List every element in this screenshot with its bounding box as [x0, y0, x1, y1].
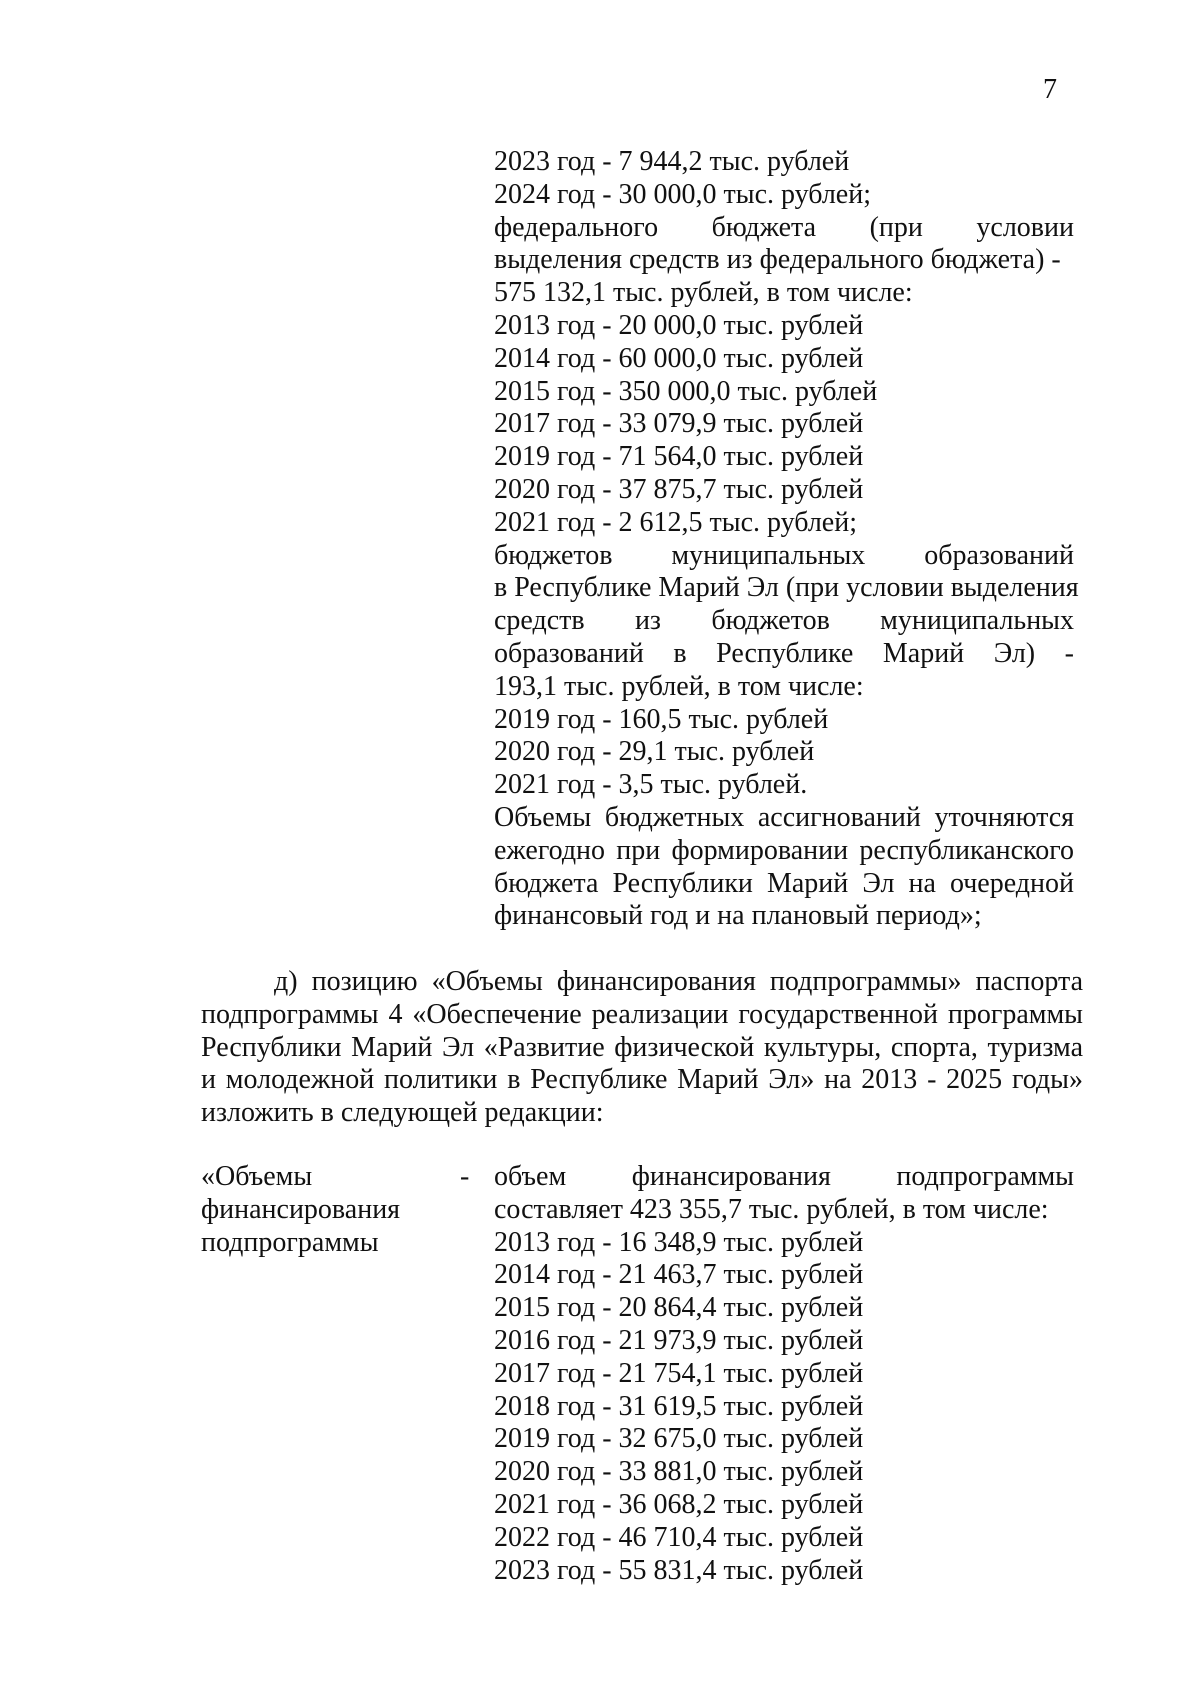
federal-budget-heading: федерального бюджета (при условии — [494, 211, 1074, 243]
year-line: 2016 год - 21 973,9 тыс. рублей — [494, 1324, 864, 1356]
year-line: 2023 год - 55 831,4 тыс. рублей — [494, 1554, 864, 1586]
federal-total: 575 132,1 тыс. рублей, в том числе: — [494, 277, 913, 309]
municipal-budget-heading: бюджетов муниципальных образований — [494, 539, 1074, 571]
position-label — [201, 1161, 400, 1259]
paragraph-line: изложить в следующей редакции: — [201, 1097, 604, 1129]
year-line: 2015 год - 350 000,0 тыс. рублей — [494, 375, 878, 407]
label-line: финансирования — [201, 1193, 401, 1225]
year-line: 2017 год - 21 754,1 тыс. рублей — [494, 1357, 864, 1389]
year-line: 2020 год - 37 875,7 тыс. рублей — [494, 473, 864, 505]
paragraph-line: и молодежной политики в Республике Марий Эл» на 2013 - 2025 годы» — [201, 1064, 1083, 1096]
funding-heading: объем финансирования подпрограммы — [494, 1161, 1074, 1192]
label-line: «Объемы — [201, 1161, 313, 1192]
paragraph-line: подпрограммы 4 «Обеспечение реализации государственной программы — [201, 998, 1083, 1030]
note-line: ежегодно при формировании республиканского — [494, 834, 1074, 866]
year-line: 2021 год - 36 068,2 тыс. рублей — [494, 1488, 864, 1520]
year-line: 2020 год - 33 881,0 тыс. рублей — [494, 1456, 864, 1488]
year-line: 2022 год - 46 710,4 тыс. рублей — [494, 1521, 864, 1553]
text-line: выделения средств из федерального бюджета) - — [494, 244, 1061, 276]
note-line: Объемы бюджетных ассигнований уточняются — [494, 801, 1074, 833]
year-line: 2013 год - 16 348,9 тыс. рублей — [494, 1226, 864, 1258]
year-line: 2023 год - 7 944,2 тыс. рублей — [494, 146, 850, 177]
year-line: 2019 год - 160,5 тыс. рублей — [494, 703, 829, 735]
page-number: 7 — [1043, 74, 1057, 105]
year-line: 2017 год - 33 079,9 тыс. рублей — [494, 408, 864, 440]
year-line: 2019 год - 32 675,0 тыс. рублей — [494, 1423, 864, 1455]
municipal-total: 193,1 тыс. рублей, в том числе: — [494, 670, 864, 702]
year-line: 2024 год - 30 000,0 тыс. рублей; — [494, 178, 872, 210]
year-line: 2015 год - 20 864,4 тыс. рублей — [494, 1292, 864, 1324]
year-line: 2014 год - 60 000,0 тыс. рублей — [494, 342, 864, 374]
paragraph-line: Республики Марий Эл «Развитие физической культуры, спорта, туризма — [201, 1031, 1083, 1063]
year-line: 2013 год - 20 000,0 тыс. рублей — [494, 309, 864, 341]
label-dash: - — [460, 1161, 470, 1192]
text-line: в Республике Марий Эл (при условии выделения — [494, 572, 1079, 604]
year-line: 2014 год - 21 463,7 тыс. рублей — [494, 1259, 864, 1291]
year-line: 2020 год - 29,1 тыс. рублей — [494, 736, 815, 768]
year-line: 2021 год - 2 612,5 тыс. рублей; — [494, 506, 858, 538]
note-line: финансовый год и на плановый период»; — [494, 900, 982, 932]
funding-sources-block — [494, 146, 1079, 933]
label-line: подпрограммы — [201, 1226, 379, 1258]
note-line: бюджета Республики Марий Эл на очередной — [494, 867, 1074, 899]
amendment-paragraph — [201, 966, 1083, 1130]
funding-total: составляет 423 355,7 тыс. рублей, в том числе: — [494, 1193, 1049, 1225]
paragraph-line: д) позицию «Объемы финансирования подпрограммы» паспорта — [274, 966, 1083, 997]
year-line: 2019 год - 71 564,0 тыс. рублей — [494, 441, 864, 473]
subprogram-funding-block — [494, 1161, 1074, 1587]
year-line: 2021 год - 3,5 тыс. рублей. — [494, 769, 808, 801]
year-line: 2018 год - 31 619,5 тыс. рублей — [494, 1390, 864, 1422]
text-line: образований в Республике Марий Эл) - — [494, 637, 1074, 669]
text-line: средств из бюджетов муниципальных — [494, 605, 1074, 637]
